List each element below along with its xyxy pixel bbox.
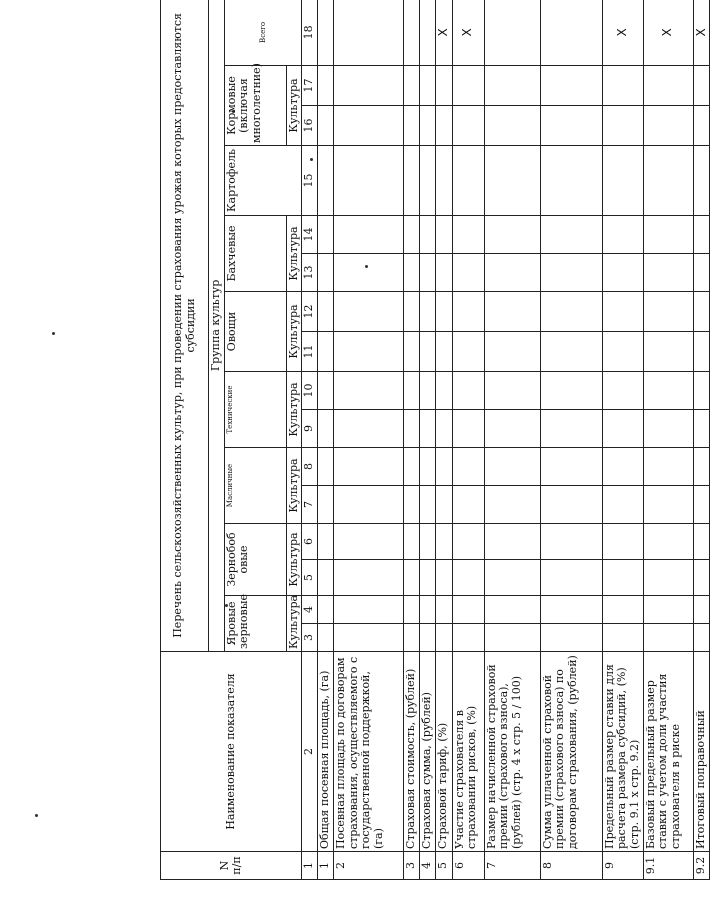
group-oilseeds: Масличные: [224, 448, 286, 524]
empty-cell: [693, 216, 710, 254]
column-number: 2: [302, 652, 318, 852]
empty-cell: [602, 560, 643, 596]
row-number: 2: [333, 852, 403, 880]
empty-cell: [403, 410, 419, 448]
empty-cell: [419, 0, 435, 66]
empty-cell: [317, 254, 333, 292]
empty-cell: [602, 106, 643, 146]
empty-cell: [435, 448, 452, 486]
row-number: 6: [452, 852, 484, 880]
empty-cell: [452, 448, 484, 486]
table-row: [540, 0, 602, 880]
empty-cell: [643, 66, 693, 106]
empty-cell: [452, 146, 484, 216]
empty-cell: [419, 66, 435, 106]
empty-cell: [435, 410, 452, 448]
x-mark: X: [452, 0, 484, 66]
group-melons: Бахчевые: [224, 216, 286, 292]
empty-cell: [540, 524, 602, 560]
empty-cell: [333, 106, 403, 146]
empty-cell: [643, 596, 693, 624]
empty-cell: [435, 372, 452, 410]
empty-cell: [643, 410, 693, 448]
empty-cell: [452, 486, 484, 524]
empty-cell: [403, 106, 419, 146]
empty-cell: [484, 66, 540, 106]
empty-cell: [484, 486, 540, 524]
empty-cell: [484, 372, 540, 410]
rotated-report-table: [160, 0, 708, 880]
column-number: 5: [302, 560, 318, 596]
empty-cell: [540, 216, 602, 254]
empty-cell: [484, 448, 540, 486]
empty-cell: [643, 624, 693, 652]
header-num: N п/п: [161, 852, 302, 880]
row-label: Участие страхователя в страховании рисков, (%): [452, 652, 484, 852]
table-row: [484, 0, 540, 880]
header-group-title: Группа культур: [209, 0, 225, 652]
empty-cell: [484, 254, 540, 292]
row-number: 4: [419, 852, 435, 880]
empty-cell: [602, 146, 643, 216]
x-mark: X: [602, 0, 643, 66]
empty-cell: [317, 410, 333, 448]
row-number: 7: [484, 852, 540, 880]
empty-cell: [403, 486, 419, 524]
column-number: 6: [302, 524, 318, 560]
empty-cell: [317, 66, 333, 106]
empty-cell: [317, 560, 333, 596]
empty-cell: [333, 0, 403, 66]
empty-cell: [452, 524, 484, 560]
empty-cell: [452, 560, 484, 596]
empty-cell: [602, 624, 643, 652]
empty-cell: [333, 372, 403, 410]
x-mark: X: [643, 0, 693, 66]
empty-cell: [333, 560, 403, 596]
empty-cell: [484, 146, 540, 216]
empty-cell: [403, 524, 419, 560]
empty-cell: [435, 216, 452, 254]
empty-cell: [452, 624, 484, 652]
empty-cell: [317, 524, 333, 560]
empty-cell: [693, 332, 710, 372]
row-label: Размер начисленной страховой премии (страхового взноса), (рублей) (стр. 4 x стр. 5 / 100): [484, 652, 540, 852]
empty-cell: [452, 216, 484, 254]
table-row: [435, 0, 452, 880]
empty-cell: [484, 332, 540, 372]
empty-cell: [419, 292, 435, 332]
empty-cell: [317, 624, 333, 652]
row-label: Сумма уплаченной страховой премии (страхового взноса) по договорам страхования, (рублей): [540, 652, 602, 852]
row-number: 1: [317, 852, 333, 880]
empty-cell: [403, 596, 419, 624]
empty-cell: [643, 486, 693, 524]
empty-cell: [452, 596, 484, 624]
x-mark: X: [435, 0, 452, 66]
empty-cell: [317, 106, 333, 146]
empty-cell: [602, 332, 643, 372]
empty-cell: [540, 410, 602, 448]
empty-cell: [602, 524, 643, 560]
empty-cell: [540, 66, 602, 106]
column-number: 18: [302, 0, 318, 66]
column-number: 15: [302, 146, 318, 216]
empty-cell: [693, 624, 710, 652]
empty-cell: [419, 624, 435, 652]
empty-cell: [643, 524, 693, 560]
x-mark: X: [693, 0, 710, 66]
empty-cell: [643, 292, 693, 332]
subheader-crop: Культура: [286, 292, 302, 372]
empty-cell: [317, 486, 333, 524]
empty-cell: [317, 596, 333, 624]
empty-cell: [403, 254, 419, 292]
empty-cell: [602, 292, 643, 332]
empty-cell: [540, 372, 602, 410]
empty-cell: [419, 372, 435, 410]
row-label: Страховая стоимость, (рублей): [403, 652, 419, 852]
empty-cell: [602, 410, 643, 448]
empty-cell: [452, 292, 484, 332]
empty-cell: [435, 524, 452, 560]
empty-cell: [540, 560, 602, 596]
column-number: 10: [302, 372, 318, 410]
column-number: 17: [302, 66, 318, 106]
column-number: 11: [302, 332, 318, 372]
empty-cell: [540, 106, 602, 146]
row-number: 5: [435, 852, 452, 880]
empty-cell: [693, 254, 710, 292]
row-number: 8: [540, 852, 602, 880]
empty-cell: [435, 292, 452, 332]
empty-cell: [403, 146, 419, 216]
empty-cell: [419, 596, 435, 624]
empty-cell: [602, 372, 643, 410]
column-number: 1: [302, 852, 318, 880]
empty-cell: [452, 372, 484, 410]
empty-cell: [452, 106, 484, 146]
empty-cell: [540, 624, 602, 652]
empty-cell: [403, 560, 419, 596]
empty-cell: [419, 448, 435, 486]
empty-cell: [452, 410, 484, 448]
row-label: Предельный размер ставки для расчета размера субсидий, (%) (стр. 9.1 x стр. 9.2): [602, 652, 643, 852]
empty-cell: [333, 410, 403, 448]
empty-cell: [333, 216, 403, 254]
empty-cell: [317, 146, 333, 216]
header-indicator: Наименование показателя: [161, 652, 302, 852]
empty-cell: [693, 524, 710, 560]
subheader-crop: Культура: [286, 448, 302, 524]
empty-cell: [540, 332, 602, 372]
empty-cell: [643, 560, 693, 596]
column-number: 12: [302, 292, 318, 332]
empty-cell: [452, 254, 484, 292]
row-number: 3: [403, 852, 419, 880]
empty-cell: [403, 216, 419, 254]
row-label: Базовый предельный размер ставки с учетом доли участия страхователя в риске: [643, 652, 693, 852]
empty-cell: [484, 410, 540, 448]
empty-cell: [435, 486, 452, 524]
empty-cell: [484, 596, 540, 624]
empty-cell: [602, 66, 643, 106]
empty-cell: [419, 410, 435, 448]
empty-cell: [333, 596, 403, 624]
empty-cell: [693, 372, 710, 410]
empty-cell: [602, 254, 643, 292]
empty-cell: [403, 372, 419, 410]
empty-cell: [435, 146, 452, 216]
empty-cell: [435, 66, 452, 106]
subheader-crop: Культура: [286, 66, 302, 146]
empty-cell: [643, 448, 693, 486]
empty-cell: [540, 596, 602, 624]
empty-cell: [693, 66, 710, 106]
header-list-title: Перечень сельскохозяйственных культур, при проведении страхования урожая которых предоставляются субсидии: [161, 0, 209, 652]
column-number: 16: [302, 106, 318, 146]
row-label: Итоговый поправочный: [693, 652, 710, 852]
empty-cell: [484, 292, 540, 332]
empty-cell: [452, 66, 484, 106]
empty-cell: [403, 292, 419, 332]
empty-cell: [435, 560, 452, 596]
row-label: Страховой тариф, (%): [435, 652, 452, 852]
column-number: 14: [302, 216, 318, 254]
subheader-crop: Культура: [286, 596, 302, 652]
empty-cell: [602, 216, 643, 254]
empty-cell: [435, 624, 452, 652]
empty-cell: [643, 254, 693, 292]
empty-cell: [484, 524, 540, 560]
empty-cell: [317, 292, 333, 332]
empty-cell: [540, 0, 602, 66]
empty-cell: [333, 524, 403, 560]
group-fodder: Кормовые (включая многолетние): [224, 66, 286, 146]
empty-cell: [403, 624, 419, 652]
row-number: 9.1: [643, 852, 693, 880]
scan-speck: [35, 814, 38, 817]
empty-cell: [333, 292, 403, 332]
empty-cell: [540, 146, 602, 216]
empty-cell: [602, 596, 643, 624]
subheader-crop: Культура: [286, 216, 302, 292]
empty-cell: [693, 560, 710, 596]
empty-cell: [484, 624, 540, 652]
empty-cell: [317, 372, 333, 410]
empty-cell: [419, 332, 435, 372]
column-number: 7: [302, 486, 318, 524]
group-total: Всего: [224, 0, 302, 66]
empty-cell: [403, 66, 419, 106]
empty-cell: [693, 410, 710, 448]
column-number: 3: [302, 624, 318, 652]
empty-cell: [643, 216, 693, 254]
empty-cell: [693, 146, 710, 216]
row-label: Посевная площадь по договорам страхования, осуществляемого с государственной поддержкой, (га): [333, 652, 403, 852]
empty-cell: [317, 216, 333, 254]
table-row: [693, 0, 710, 880]
empty-cell: [643, 372, 693, 410]
empty-cell: [333, 486, 403, 524]
empty-cell: [435, 332, 452, 372]
subsidy-table: [160, 0, 710, 880]
table-row: [333, 0, 403, 880]
group-legumes: Зернобоб овые: [224, 524, 286, 596]
empty-cell: [540, 292, 602, 332]
empty-cell: [419, 254, 435, 292]
row-number: 9.2: [693, 852, 710, 880]
column-number: 9: [302, 410, 318, 448]
table-row: [317, 0, 333, 880]
subheader-crop: Культура: [286, 372, 302, 448]
table-row: [452, 0, 484, 880]
empty-cell: [602, 486, 643, 524]
group-technical: Технические: [224, 372, 286, 448]
empty-cell: [484, 216, 540, 254]
empty-cell: [333, 254, 403, 292]
row-number: 9: [602, 852, 643, 880]
row-label: Страховая сумма, (рублей): [419, 652, 435, 852]
table-row: [602, 0, 643, 880]
empty-cell: [435, 254, 452, 292]
empty-cell: [403, 0, 419, 66]
empty-cell: [452, 332, 484, 372]
empty-cell: [419, 146, 435, 216]
empty-cell: [643, 332, 693, 372]
empty-cell: [435, 106, 452, 146]
group-potato: Картофель: [224, 146, 302, 216]
empty-cell: [693, 486, 710, 524]
subheader-crop: Культура: [286, 524, 302, 596]
scan-speck: [52, 332, 55, 335]
empty-cell: [693, 106, 710, 146]
empty-cell: [333, 66, 403, 106]
empty-cell: [643, 146, 693, 216]
empty-cell: [693, 448, 710, 486]
empty-cell: [435, 596, 452, 624]
empty-cell: [540, 448, 602, 486]
empty-cell: [602, 448, 643, 486]
row-label: Общая посевная площадь, (га): [317, 652, 333, 852]
empty-cell: [693, 292, 710, 332]
column-number: 8: [302, 448, 318, 486]
empty-cell: [333, 448, 403, 486]
empty-cell: [317, 448, 333, 486]
empty-cell: [419, 216, 435, 254]
empty-cell: [317, 332, 333, 372]
empty-cell: [333, 332, 403, 372]
table-row: [419, 0, 435, 880]
group-vegetables: Овощи: [224, 292, 286, 372]
empty-cell: [317, 0, 333, 66]
empty-cell: [540, 486, 602, 524]
group-spring-grain: Яровые зерновые: [224, 596, 286, 652]
empty-cell: [693, 596, 710, 624]
empty-cell: [333, 146, 403, 216]
column-number: 4: [302, 596, 318, 624]
empty-cell: [419, 106, 435, 146]
empty-cell: [403, 332, 419, 372]
empty-cell: [403, 448, 419, 486]
empty-cell: [540, 254, 602, 292]
empty-cell: [484, 0, 540, 66]
empty-cell: [643, 106, 693, 146]
empty-cell: [333, 624, 403, 652]
table-row: [643, 0, 693, 880]
table-row: [403, 0, 419, 880]
empty-cell: [419, 560, 435, 596]
empty-cell: [419, 524, 435, 560]
column-number: 13: [302, 254, 318, 292]
empty-cell: [484, 106, 540, 146]
empty-cell: [484, 560, 540, 596]
empty-cell: [419, 486, 435, 524]
